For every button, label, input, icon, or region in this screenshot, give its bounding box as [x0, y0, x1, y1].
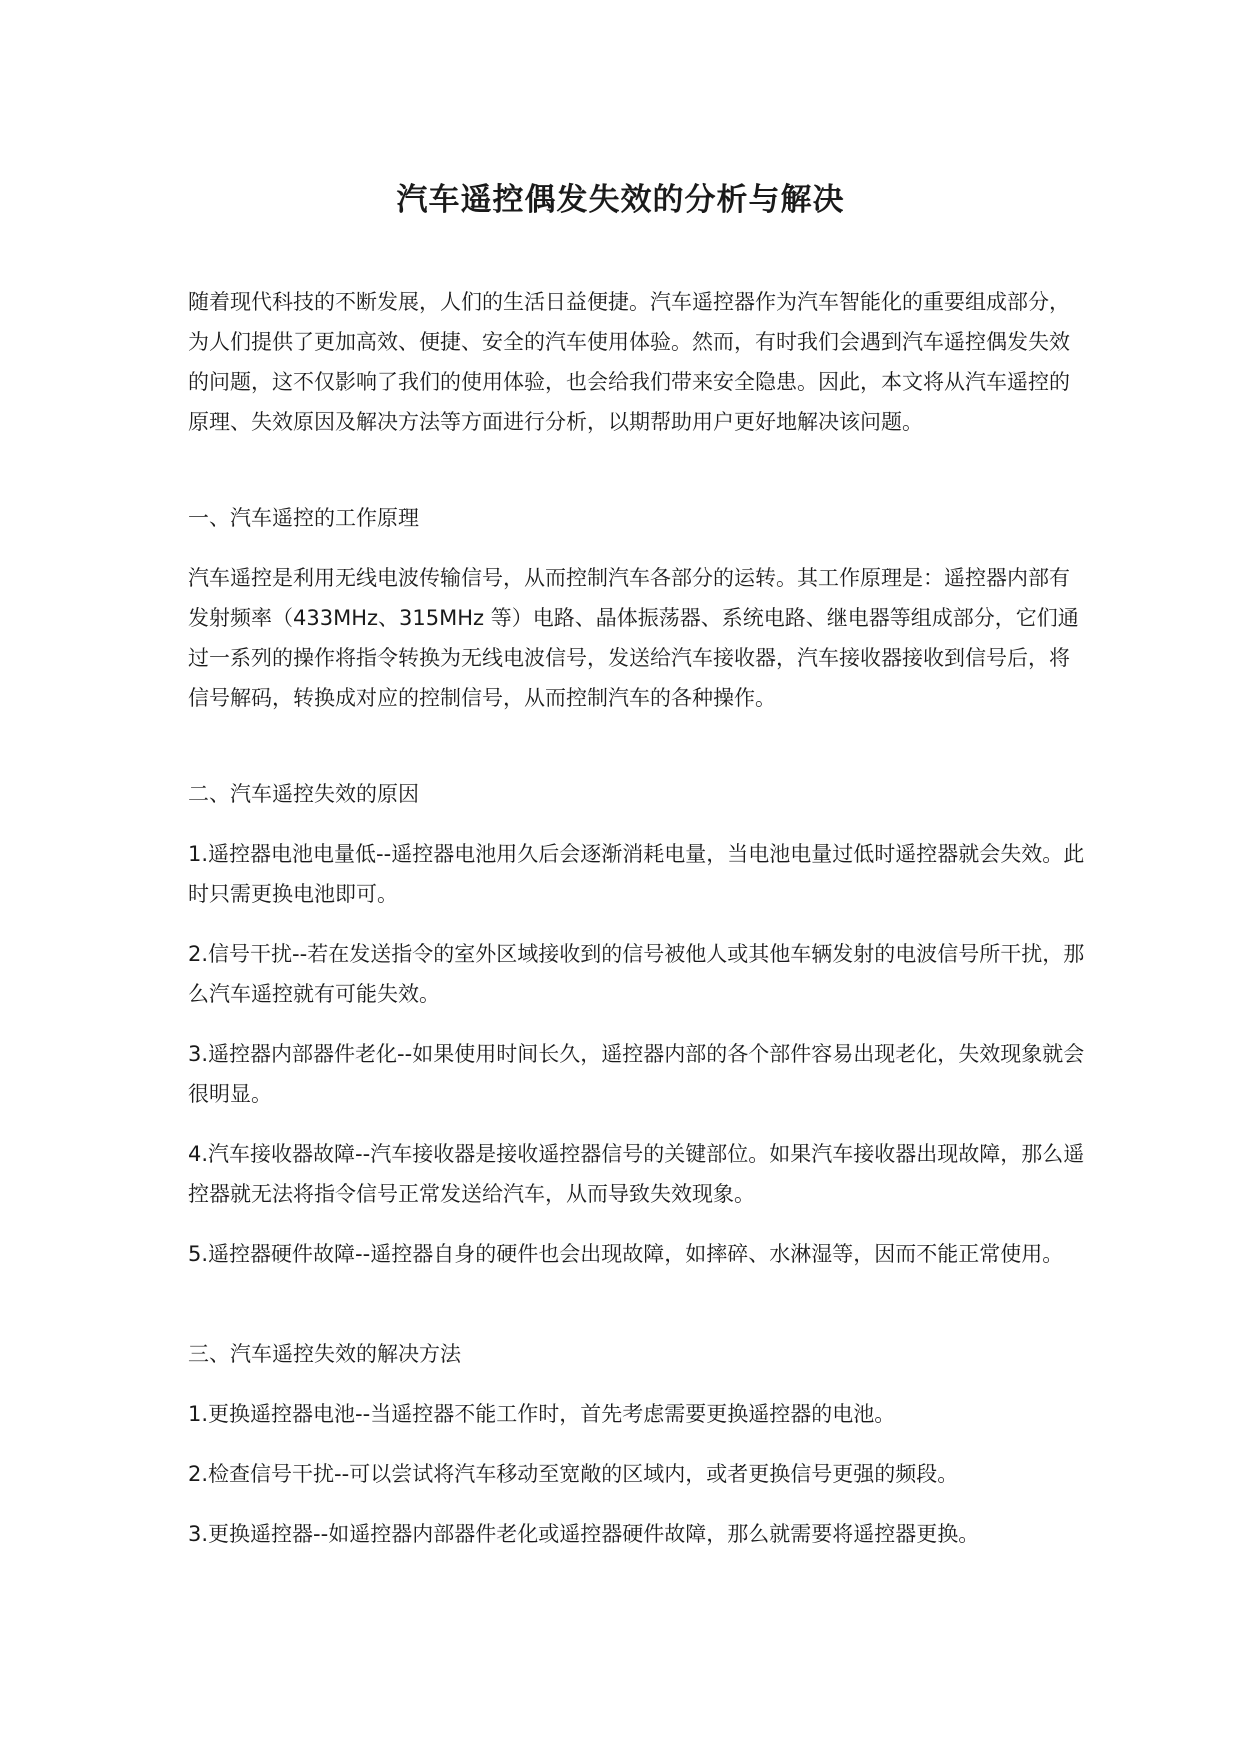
solution-item: 2.检查信号干扰--可以尝试将汽车移动至宽敞的区域内，或者更换信号更强的频段。 — [188, 1462, 959, 1486]
section-heading-failure-causes: 二、汽车遥控失效的原因 — [188, 782, 419, 806]
cause-item: 2.信号干扰--若在发送指令的室外区域接收到的信号被他人或其他车辆发射的电波信号所干扰，那么汽车遥控就有可能失效。 — [188, 942, 1085, 1006]
solution-item: 1.更换遥控器电池--当遥控器不能工作时，首先考虑需要更换遥控器的电池。 — [188, 1402, 896, 1426]
section-heading-solutions: 三、汽车遥控失效的解决方法 — [188, 1342, 461, 1366]
intro-paragraph: 随着现代科技的不断发展，人们的生活日益便捷。汽车遥控器作为汽车智能化的重要组成部分，为人们提供了更加高效、便捷、安全的汽车使用体验。然而，有时我们会遇到汽车遥控偶发失效的问题，这不仅影响了我们的使用体验，也会给我们带来安全隐患。因此，本文将从汽车遥控的原理、失效原因及解决方法等方面进行分析，以期帮助用户更好地解决该问题。 — [188, 290, 1070, 434]
section-heading-working-principle: 一、汽车遥控的工作原理 — [188, 506, 419, 530]
cause-item: 5.遥控器硬件故障--遥控器自身的硬件也会出现故障，如摔碎、水淋湿等，因而不能正常使用。 — [188, 1242, 1064, 1266]
document-title: 汽车遥控偶发失效的分析与解决 — [396, 182, 845, 218]
cause-item: 4.汽车接收器故障--汽车接收器是接收遥控器信号的关键部位。如果汽车接收器出现故障，那么遥控器就无法将指令信号正常发送给汽车，从而导致失效现象。 — [188, 1142, 1085, 1206]
cause-item: 3.遥控器内部器件老化--如果使用时间长久，遥控器内部的各个部件容易出现老化，失效现象就会很明显。 — [188, 1042, 1085, 1106]
solution-item: 3.更换遥控器--如遥控器内部器件老化或遥控器硬件故障，那么就需要将遥控器更换。 — [188, 1522, 980, 1546]
cause-item: 1.遥控器电池电量低--遥控器电池用久后会逐渐消耗电量，当电池电量过低时遥控器就会失效。此时只需更换电池即可。 — [188, 842, 1085, 906]
working-principle-paragraph: 汽车遥控是利用无线电波传输信号，从而控制汽车各部分的运转。其工作原理是：遥控器内部有发射频率（433MHz、315MHz 等）电路、晶体振荡器、系统电路、继电器等组成部分，它们通过一系列的操作将指令转换为无线电波信号，发送给汽车接收器，汽车接收器接收到信号后，将信号解码，转换成对应的控制信号，从而控制汽车的各种操作。 — [188, 566, 1079, 710]
